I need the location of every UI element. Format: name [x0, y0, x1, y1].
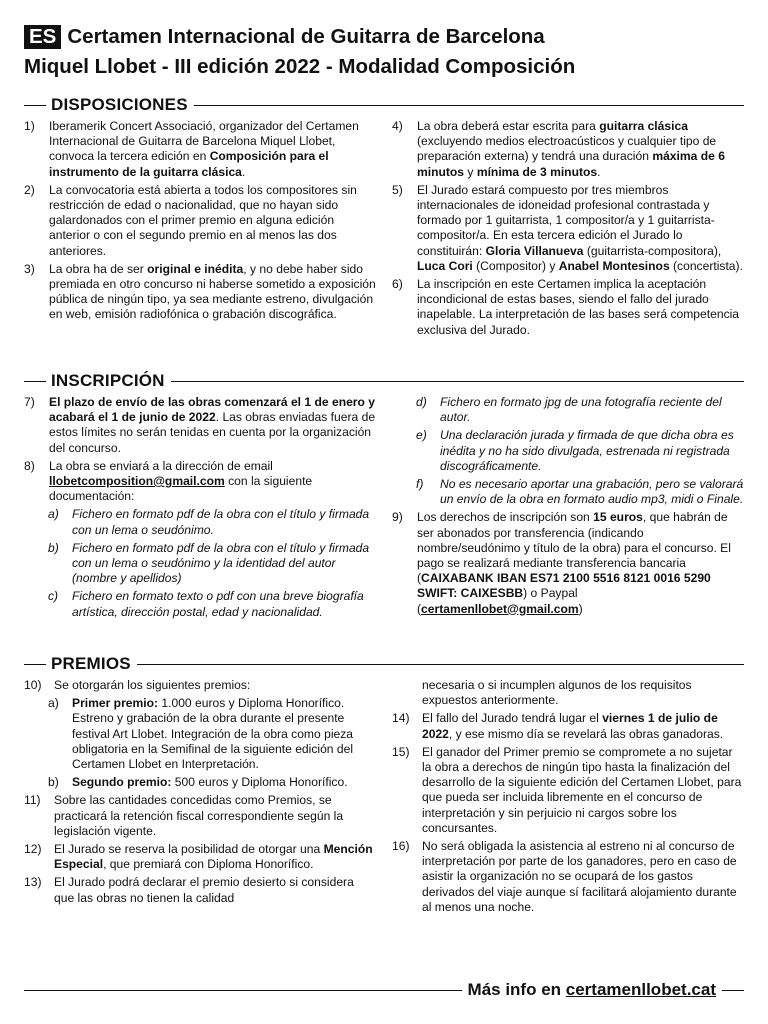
email-link[interactable]: llobetcomposition@gmail.com — [49, 474, 225, 489]
section-header — [24, 94, 744, 116]
list-item: 7) El plazo de envío de las obras comenzará el 1 de enero y acabará el 1 de junio de 2022. Las obras enviadas fuera de estos límites no serán tenidas en cuenta por la organización del concurso. — [24, 395, 376, 455]
language-badge: ES — [24, 25, 61, 49]
left-column — [24, 675, 376, 915]
list-item: 11) Sobre las cantidades concedidas como Premios, se practicará la retención fiscal correspondiente según la legislación vigente. — [24, 793, 344, 838]
right-column — [392, 116, 744, 338]
right-column — [392, 675, 744, 915]
list-item: 13) El Jurado podrá declarar el premio desierto si considera que las obras no tienen la calidad — [24, 875, 354, 905]
list-item: 8) La obra se enviará a la dirección de email llobetcomposition@gmail.com con la siguiente documentación: — [24, 458, 313, 504]
section-premios — [24, 653, 744, 915]
title-line-1 — [24, 22, 748, 52]
list-item: 1) Iberamerik Concert Associació, organizador del Certamen Internacional de Guitarra de Barcelona Miquel Llobet, convoca la tercera edición en Composición para el instrumento de la guitarra clásica. — [24, 119, 359, 179]
list-item: 6) La inscripción en este Certamen implica la aceptación incondicional de estas bases, siendo el fallo del jurado inapelable. La interpretación de las bases será competencia exclusiva del Jurado. — [392, 277, 740, 337]
section-inscripcion — [24, 370, 744, 620]
sub-item: a) Primer premio: 1.000 euros y Diploma Honorífico. Estreno y grabación de la obra durante el presente festival Art Llobet. Integración de la obra como pieza obligatoria en la Semifinal de la siguiente edición del Certamen Llobet en Interpretación. — [48, 696, 354, 772]
list-item: 16) No será obligada la asistencia al estreno ni al concurso de interpretación por parte de los ganadores, pero en caso de asistir la organización no se ocupará de los gastos derivados del viaje aunque sí facilitará alojamiento durante al menos una noche. — [392, 839, 737, 914]
list-item: 2) La convocatoria está abierta a todos los compositores sin restricción de edad o nacionalidad, que no hayan sido galardonados con el primer premio en alguna edición anterior o con el segundo premio en al menos las dos anteriores. — [24, 182, 357, 258]
paypal-email-link[interactable]: certamenllobet@gmail.com — [421, 601, 579, 616]
section-header — [24, 653, 744, 675]
section-heading: DISPOSICIONES — [51, 95, 188, 114]
list-item: 9) Los derechos de inscripción son 15 euros, que habrán de ser abonados por transferencia (indicando nombre/seudónimo y título de la obra) para el concurso. El pago se realizará mediante transferencia bancaria (CAIXABANK IBAN ES71 2100 5516 8121 0016 5290 SWIFT: CAIXESBB) o Paypal (certamenllobet@gmail.com) — [392, 510, 731, 616]
section-heading: PREMIOS — [51, 654, 131, 673]
list-item: 14) El fallo del Jurado tendrá lugar el viernes 1 de julio de 2022, y ese mismo día se revelará las obras ganadoras. — [392, 711, 724, 741]
list-item: 4) La obra deberá estar escrita para guitarra clásica (excluyendo medios electroacústicos y cualquier tipo de preparación externa) y tendrá una duración máxima de 6 minutos y mínima de 3 minutos. — [392, 119, 725, 179]
sub-item: b) Segundo premio: 500 euros y Diploma Honorífico. — [48, 775, 348, 790]
title-line-2: Miquel Llobet - III edición 2022 - Modalidad Composición — [24, 55, 576, 78]
list-item: 5) El Jurado estará compuesto por tres miembros internacionales de idoneidad profesional contrastada y formado por 1 guitarrista, 1 compositor/a y 1 guitarrista-compositor/a. En esta tercera edición el Jurado lo constituirán: Gloria Villanueva (guitarrista-compositora), Luca Cori (Compositor) y Anabel Montesinos (concertista). — [392, 182, 743, 273]
section-disposiciones — [24, 94, 744, 338]
left-column — [24, 116, 376, 338]
sub-item: e) Una declaración jurada y firmada de que dicha obra es inédita y no ha sido divulgada, estrenada ni registrada discográficamente. — [416, 428, 734, 473]
website-link[interactable]: certamenllobet.cat — [565, 980, 716, 999]
sub-item: d) Fichero en formato jpg de una fotografía reciente del autor. — [416, 395, 722, 425]
list-item: 15) El ganador del Primer premio se compromete a no sujetar la obra a derechos de ningún tipo hasta la finalización del desarrollo de la siguiente edición del Certamen Llobet, para que pueda ser incluida libremente en el concurso de interpretación y sin perjuicio ni cargos sobre los concursantes. — [392, 744, 742, 835]
list-item: 3) La obra ha de ser original e inédita, y no debe haber sido premiada en otro concurso ni haberse sometido a exposición pública de ningún tipo, ya sea mediante estreno, divulgación en web, emisión radiofónica o grabación discográfica. — [24, 261, 376, 322]
sub-item: f) No es necesario aportar una grabación, pero se valorará un envío de la obra en formato audio mp3, midi o Finale. — [416, 477, 744, 507]
sub-item: c) Fichero en formato texto o pdf con una breve biografía artística, dirección postal, edad y nacionalidad. — [48, 589, 364, 619]
section-heading: INSCRIPCIÓN — [51, 371, 165, 390]
sub-item: b) Fichero en formato pdf de la obra con el título y firmada con un lema o seudónimo y la identidad del autor (nombre y apellidos) — [48, 540, 370, 586]
sub-item: a) Fichero en formato pdf de la obra con el título y firmada con un lema o seudónimo. — [48, 507, 370, 537]
left-column — [24, 392, 376, 620]
right-column — [392, 392, 744, 620]
section-header — [24, 370, 744, 392]
continued-text: necesaria o si incumplen algunos de los requisitos expuestos anteriormente. — [422, 678, 692, 708]
list-item: 10) Se otorgarán los siguientes premios: — [24, 678, 251, 692]
footer — [24, 980, 744, 1000]
footer-text: Más info en certamenllobet.cat — [467, 980, 716, 999]
title-text-1: Certamen Internacional de Guitarra de Barcelona — [67, 25, 545, 48]
list-item: 12) El Jurado se reserva la posibilidad de otorgar una Mención Especial, que premiará con Diploma Honorífico. — [24, 842, 373, 872]
document-title — [24, 22, 748, 82]
